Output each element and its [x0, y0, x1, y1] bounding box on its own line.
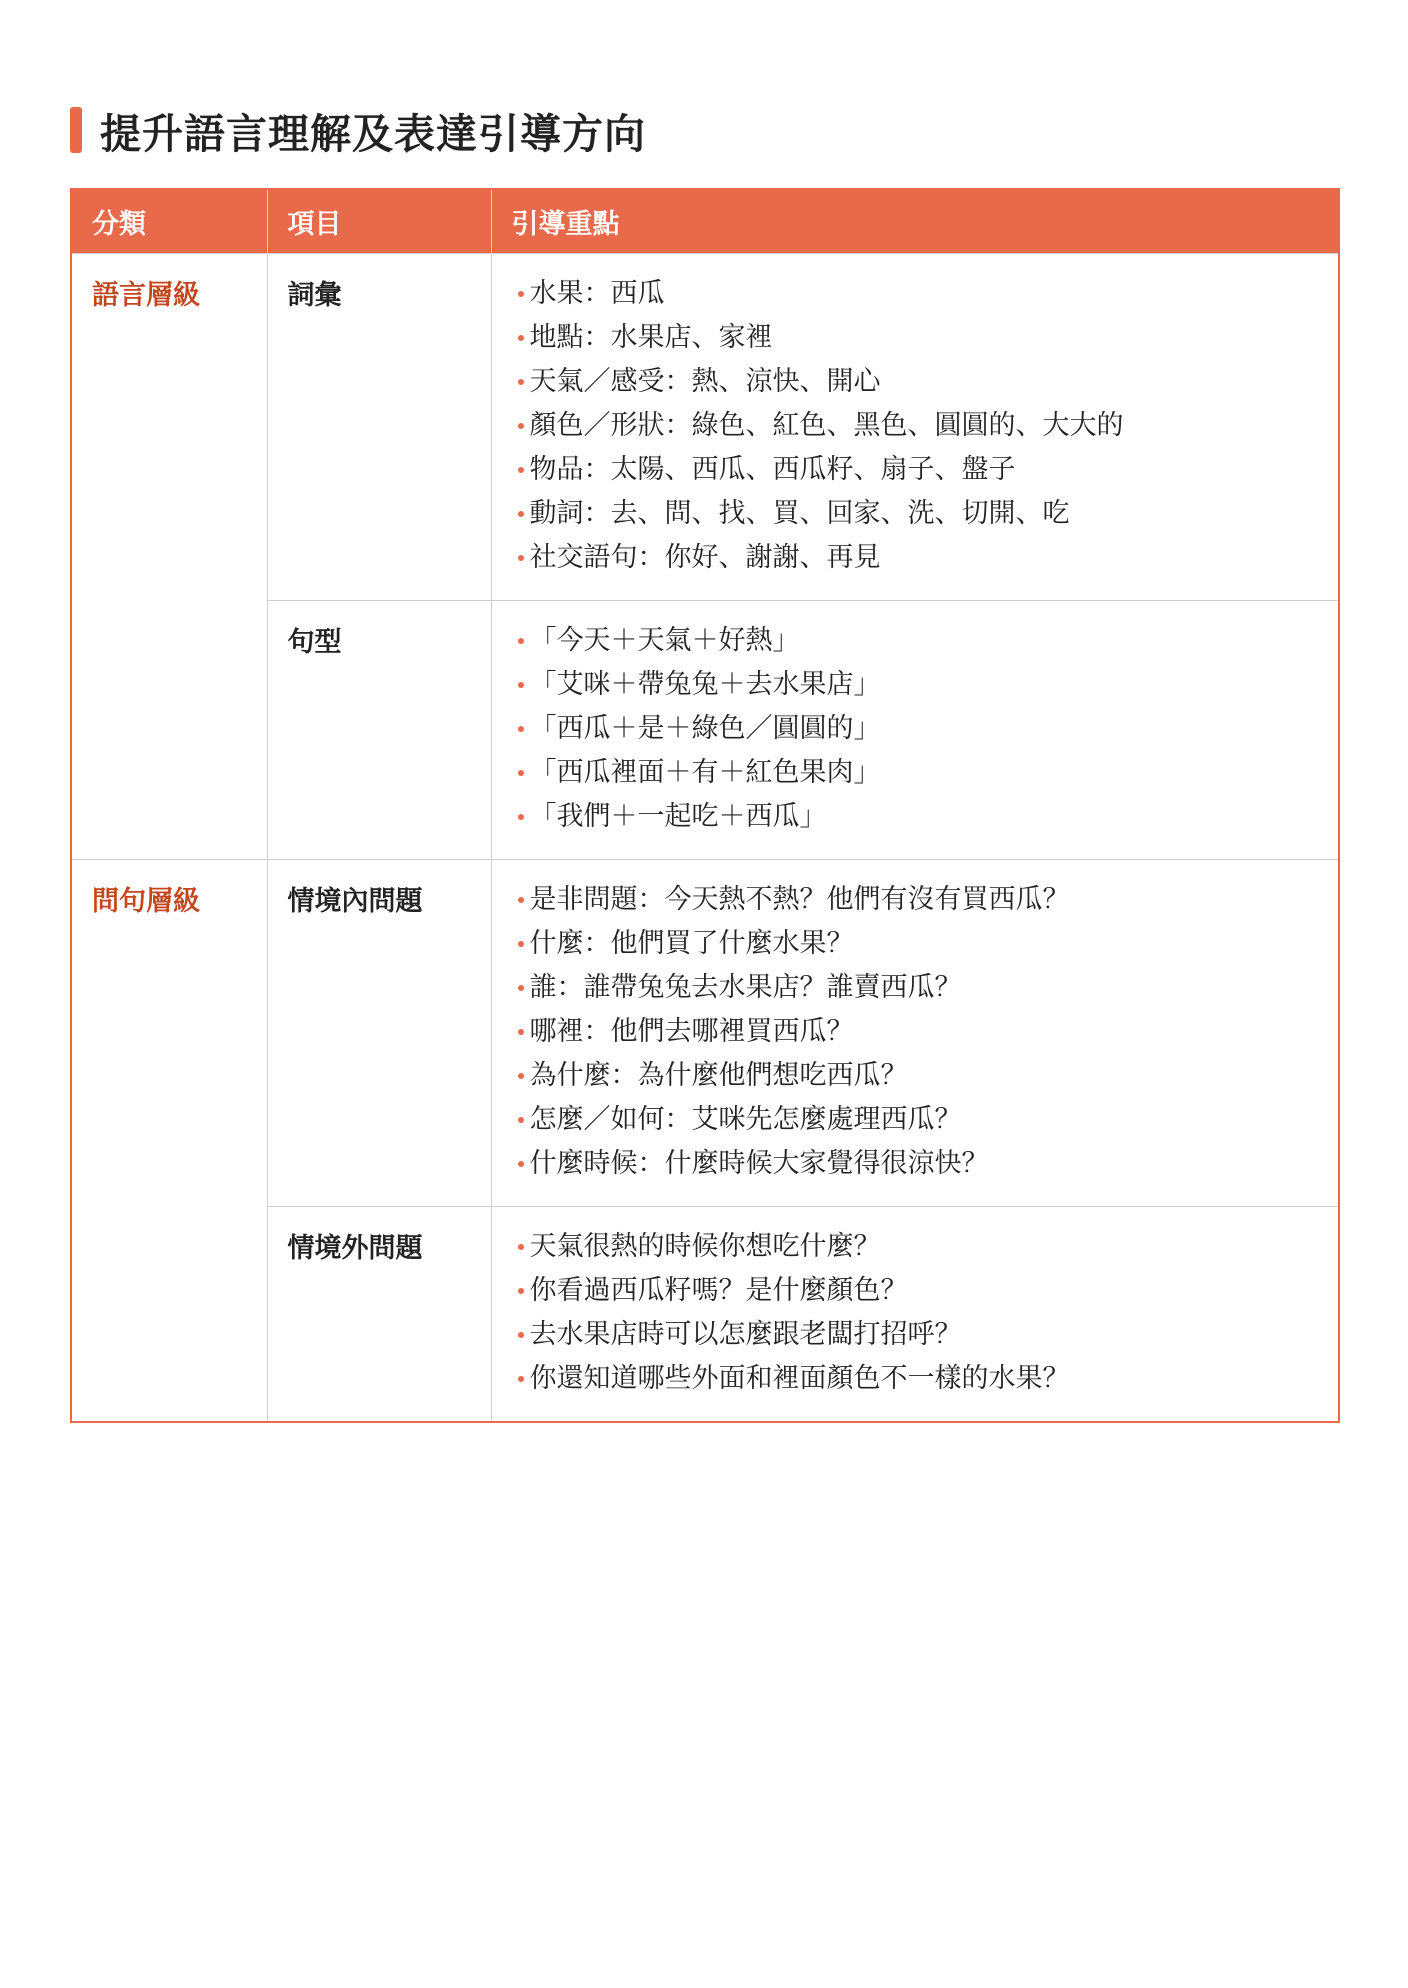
title-block — [70, 100, 646, 160]
list-item: 誰：誰帶兔兔去水果店？誰賣西瓜？ — [516, 966, 1339, 1010]
list-item: 是非問題：今天熱不熱？他們有沒有買西瓜？ — [516, 878, 1339, 922]
points-list — [516, 619, 1339, 839]
list-item: 「西瓜＋是＋綠色／圓圓的」 — [516, 707, 1339, 751]
points-list — [516, 272, 1339, 580]
list-item: 天氣很熱的時候你想吃什麼？ — [516, 1225, 1339, 1269]
header-points: 引導重點 — [491, 189, 1339, 254]
item-cell-out-of-context: 情境外問題 — [267, 1207, 491, 1423]
list-item: 地點：水果店、家裡 — [516, 316, 1339, 360]
list-item: 社交語句：你好、謝謝、再見 — [516, 536, 1339, 580]
item-cell-sentence-pattern: 句型 — [267, 601, 491, 860]
list-item: 你還知道哪些外面和裡面顏色不一樣的水果？ — [516, 1357, 1339, 1401]
item-cell-vocabulary: 詞彙 — [267, 254, 491, 601]
list-item: 「艾咪＋帶兔兔＋去水果店」 — [516, 663, 1339, 707]
header-category: 分類 — [71, 189, 267, 254]
points-cell-in-context — [491, 860, 1339, 1207]
header-row — [71, 189, 1339, 254]
list-item: 「今天＋天氣＋好熱」 — [516, 619, 1339, 663]
list-item: 水果：西瓜 — [516, 272, 1339, 316]
points-list — [516, 878, 1339, 1186]
list-item: 為什麼：為什麼他們想吃西瓜？ — [516, 1054, 1339, 1098]
list-item: 什麼時候：什麼時候大家覺得很涼快？ — [516, 1142, 1339, 1186]
list-item: 什麼：他們買了什麼水果？ — [516, 922, 1339, 966]
title-accent-bar — [70, 107, 82, 153]
list-item: 你看過西瓜籽嗎？是什麼顏色？ — [516, 1269, 1339, 1313]
list-item: 動詞：去、問、找、買、回家、洗、切開、吃 — [516, 492, 1339, 536]
list-item: 怎麼／如何：艾咪先怎麼處理西瓜？ — [516, 1098, 1339, 1142]
guidance-table — [70, 188, 1340, 1423]
list-item: 哪裡：他們去哪裡買西瓜？ — [516, 1010, 1339, 1054]
page-title: 提升語言理解及表達引導方向 — [100, 109, 646, 158]
category-cell-language: 語言層級 — [71, 254, 267, 860]
table-header — [71, 189, 1339, 254]
table-row — [71, 254, 1339, 601]
points-list — [516, 1225, 1339, 1401]
list-item: 「西瓜裡面＋有＋紅色果肉」 — [516, 751, 1339, 795]
list-item: 顏色／形狀：綠色、紅色、黑色、圓圓的、大大的 — [516, 404, 1339, 448]
list-item: 去水果店時可以怎麼跟老闆打招呼？ — [516, 1313, 1339, 1357]
list-item: 「我們＋一起吃＋西瓜」 — [516, 795, 1339, 839]
table-body — [71, 254, 1339, 1423]
header-item: 項目 — [267, 189, 491, 254]
list-item: 物品：太陽、西瓜、西瓜籽、扇子、盤子 — [516, 448, 1339, 492]
list-item: 天氣／感受：熱、涼快、開心 — [516, 360, 1339, 404]
category-cell-question: 問句層級 — [71, 860, 267, 1423]
points-cell-sentence-pattern — [491, 601, 1339, 860]
points-cell-vocabulary — [491, 254, 1339, 601]
points-cell-out-of-context — [491, 1207, 1339, 1423]
item-cell-in-context: 情境內問題 — [267, 860, 491, 1207]
table-row — [71, 860, 1339, 1207]
